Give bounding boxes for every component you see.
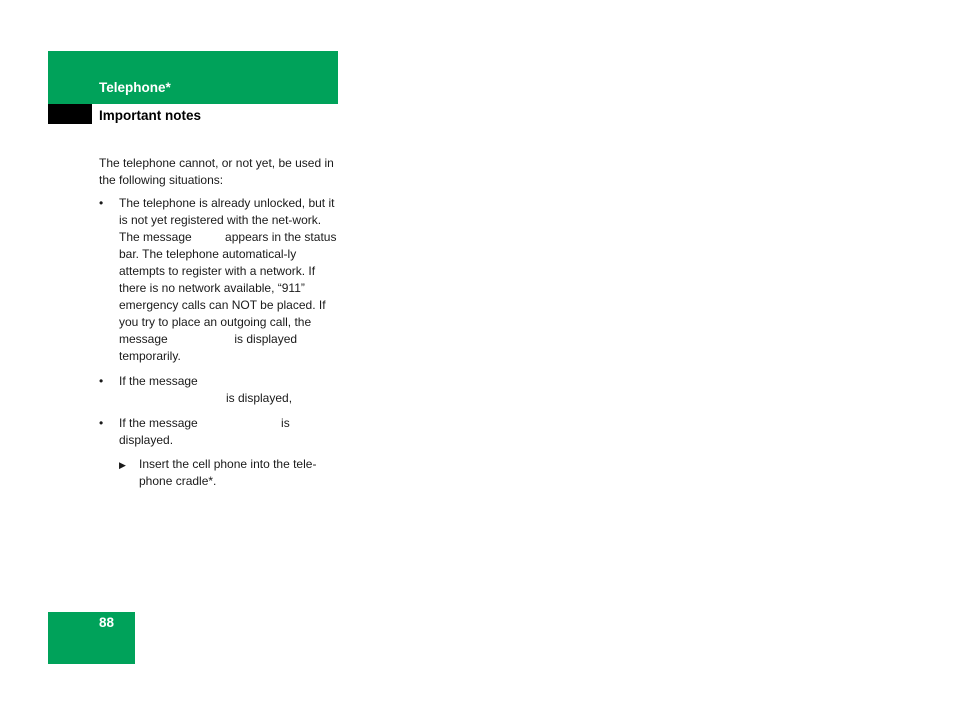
action-step (119, 456, 339, 490)
bullet-text: The telephone is already unlocked, but it is not yet registered with the net-work. (119, 196, 335, 227)
page-number: 88 (99, 615, 115, 630)
triangle-right-icon: ▶ (119, 460, 126, 470)
main-content (99, 155, 339, 490)
situation-list (99, 195, 339, 490)
bullet-text: If the message (119, 374, 198, 388)
bullet-text: If the message is (119, 416, 290, 430)
bullet-detail: The message appears in the status bar. The telephone automatical-ly attempts to register with a network. If there is no network available, “911” emergency calls can NOT be placed. If you try to place an outgoing call, the message is displayed temporarily. (119, 230, 340, 363)
list-item (99, 415, 339, 490)
action-text: Insert the cell phone into the tele-phone cradle*. (139, 457, 317, 488)
bullet-icon: • (99, 374, 104, 388)
bullet-text-cont: displayed. (119, 433, 174, 447)
list-item (99, 195, 339, 365)
list-item (99, 373, 339, 407)
bullet-text-cont: is displayed, (226, 391, 293, 405)
chapter-title: Telephone* (99, 80, 171, 95)
bullet-icon: • (99, 416, 104, 430)
page-number-box (48, 612, 135, 664)
header-bar (48, 51, 338, 104)
intro-paragraph: The telephone cannot, or not yet, be used in the following situations: (99, 156, 334, 187)
section-title: Important notes (99, 108, 202, 123)
bullet-icon: • (99, 196, 104, 210)
section-tab-marker (48, 104, 92, 124)
